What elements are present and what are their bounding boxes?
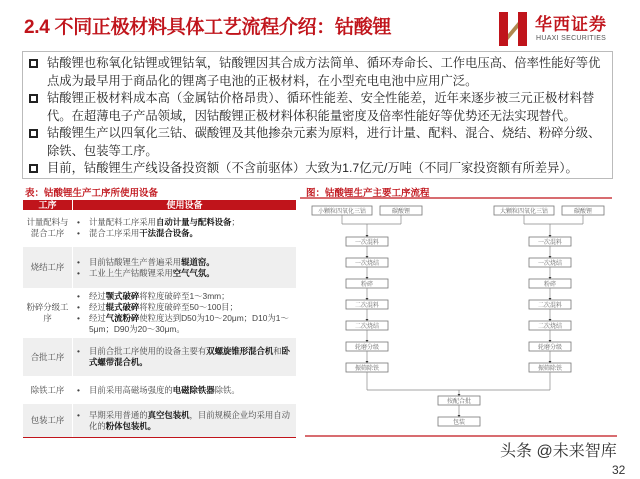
item-bold-text: 自动计量与配料设备	[156, 216, 232, 227]
bullet-dot-icon: •	[77, 256, 80, 267]
square-bullet-icon	[29, 90, 47, 108]
bullet-dot-icon: •	[77, 216, 80, 227]
square-bullet-icon	[29, 160, 47, 178]
equipment-item	[77, 228, 292, 239]
process-cell: 计量配料与混合工序	[23, 210, 73, 245]
table-row	[23, 338, 296, 376]
item-text: 将粒度破碎至50～100目；	[139, 302, 238, 312]
item-bold-text: 卧式螺带混合机。	[89, 346, 290, 367]
item-text: 和	[273, 346, 282, 356]
item-text: 经过	[89, 291, 106, 301]
equipment-cell	[73, 404, 296, 437]
item-text: 除铁。	[214, 384, 240, 395]
flow-box-label: 包装	[452, 419, 466, 426]
summary-box	[22, 51, 613, 179]
flow-box-label: 碳酸锂	[391, 208, 411, 215]
flow-box-label: 轮磨分级	[537, 344, 563, 351]
flow-box-label: 碳酸锂	[573, 208, 593, 215]
item-bold-text: 电磁除铁器	[172, 384, 215, 395]
flow-box-label: 轮磨分级	[354, 344, 380, 351]
flow-box-label: 二次烧结	[354, 323, 380, 330]
bullet-item	[29, 90, 608, 125]
process-cell: 包装工序	[23, 404, 73, 437]
equipment-cell	[73, 290, 296, 336]
item-bold-text: 粉体包装机。	[105, 420, 156, 431]
table-bottom-rule	[23, 437, 296, 438]
logo-cn-text: 华西证券	[535, 15, 607, 35]
flow-box-label: 粉碎	[360, 281, 374, 288]
item-text: 将粒度破碎至1～3mm；	[139, 291, 230, 301]
equipment-item	[77, 257, 292, 268]
equipment-item	[77, 410, 292, 432]
process-cell: 除铁工序	[23, 378, 73, 402]
bullet-dot-icon: •	[77, 267, 80, 278]
bullet-dot-icon: •	[77, 302, 80, 312]
huaxi-logo-icon	[497, 10, 529, 48]
bullet-dot-icon: •	[77, 313, 80, 323]
table-row	[23, 404, 296, 437]
bullet-item	[29, 55, 608, 90]
equipment-item	[77, 346, 292, 368]
flow-box-label: 一次混料	[354, 239, 380, 246]
equipment-table	[23, 200, 296, 438]
bullet-text: 钴酸锂正极材料成本高（金属钴价格昂贵）、循环性能差、安全性能差，近年来逐步被三元正极材料替代。在超薄电子产品领域，因钴酸锂正极材料体积能量密度及倍率性能好等优势还无法实现替代。	[47, 91, 595, 123]
company-logo	[497, 10, 632, 48]
flow-box-label: 二次混料	[354, 302, 380, 309]
header-process: 工序	[23, 200, 73, 210]
flow-box-label: 一次烧结	[354, 260, 380, 267]
equipment-cell	[73, 338, 296, 376]
bullet-dot-icon: •	[77, 227, 80, 238]
item-bold-text: 干法混合设备。	[139, 227, 198, 238]
table-row	[23, 378, 296, 402]
table-row	[23, 210, 296, 245]
item-bold-text: 颚式破碎	[105, 291, 140, 301]
header-equipment: 使用设备	[166, 200, 203, 210]
table-caption: 表：钴酸锂生产工序所使用设备	[25, 188, 159, 199]
equipment-item	[77, 385, 292, 396]
flow-box-label: 二次烧结	[537, 323, 563, 330]
flow-box-label: 振筛除铁	[537, 365, 563, 372]
item-text: ；	[231, 216, 240, 227]
item-text: 早期采用普通的	[89, 409, 148, 420]
process-cell: 烧结工序	[23, 247, 73, 288]
bullet-text: 钴酸锂也称氧化钴锂或锂钴氧，钴酸锂因其合成方法简单、循环寿命长、工作电压高、倍率性能好等优点成为最早用于商品化的锂离子电池的正极材料，在小型充电电池中应用广泛。	[47, 56, 601, 88]
item-text: 目前采用高磁场强度的	[89, 384, 173, 395]
item-bold-text: 空气气氛。	[172, 267, 215, 278]
square-bullet-icon	[29, 125, 47, 143]
flow-box-label: 一次混料	[537, 239, 563, 246]
table-row	[23, 247, 296, 288]
item-bold-text: 气流粉碎	[105, 313, 140, 323]
item-bold-text: 辊式破碎	[105, 302, 140, 312]
equipment-cell	[73, 247, 296, 288]
table-row	[23, 290, 296, 336]
flow-box-label: 二次混料	[537, 302, 563, 309]
flow-box-label: 按配合批	[446, 398, 472, 405]
bullet-item	[29, 160, 608, 178]
bullet-dot-icon: •	[77, 346, 80, 356]
flow-caption: 图：钴酸锂生产主要工序流程	[306, 188, 430, 199]
equipment-cell	[73, 210, 296, 245]
process-cell: 合批工序	[23, 338, 73, 376]
item-text: 经过	[89, 302, 106, 312]
equipment-item	[77, 302, 292, 313]
item-text: 计量配料工序采用	[89, 216, 156, 227]
bullet-item	[29, 125, 608, 160]
flow-box-label: 一次烧结	[537, 260, 563, 267]
flow-box-label: 振筛除铁	[354, 365, 380, 372]
equipment-item	[77, 268, 292, 279]
table-header	[23, 200, 296, 210]
equipment-item	[77, 217, 292, 228]
equipment-cell	[73, 378, 296, 402]
item-text: 目前钴酸锂生产普遍采用	[89, 256, 182, 267]
item-text: ，目前规模企业均采用自动化的	[89, 409, 290, 431]
process-cell: 粉碎分级工序	[23, 290, 73, 336]
item-bold-text: 真空包装机	[147, 409, 190, 420]
flow-box-label: 大颗粒四氧化三钴	[499, 208, 549, 215]
flow-box-label: 粉碎	[543, 281, 557, 288]
item-text: 经过	[89, 313, 106, 323]
page-number: 32	[612, 463, 626, 477]
item-text: 使粒度达到D50为10～20μm；D10为1～5μm；D90为20～30μm。	[89, 313, 289, 334]
bullet-dot-icon: •	[77, 384, 80, 395]
square-bullet-icon	[29, 55, 47, 73]
item-text: 工业上生产钴酸锂采用	[89, 267, 173, 278]
bullet-dot-icon: •	[77, 291, 80, 301]
flow-box-label: 小颗粒四氧化三钴	[317, 208, 367, 215]
process-flowchart	[300, 186, 620, 441]
equipment-item	[77, 313, 292, 335]
page-title: 2.4 不同正极材料具体工艺流程介绍：钴酸锂	[24, 17, 392, 38]
logo-en-text: HUAXI SECURITIES	[536, 35, 607, 42]
equipment-item	[77, 291, 292, 302]
item-bold-text: 辊道窑。	[181, 256, 215, 267]
bullet-text: 钴酸锂生产以四氧化三钴、碳酸锂及其他掺杂元素为原料，进行计量、配料、混合、烧结、粉碎分级、除铁、包装等工序。	[47, 126, 601, 158]
item-text: 目前合批工序使用的设备主要有	[89, 346, 207, 356]
watermark: 头条 @未来智库	[500, 443, 617, 460]
item-text: 混合工序采用	[89, 227, 140, 238]
bullet-dot-icon: •	[77, 409, 80, 420]
item-bold-text: 双螺旋锥形混合机	[206, 346, 274, 356]
bullet-text: 目前，钴酸锂生产线设备投资额（不含前驱体）大致为1.7亿元/万吨（不同厂家投资额有所差异）。	[47, 161, 578, 175]
